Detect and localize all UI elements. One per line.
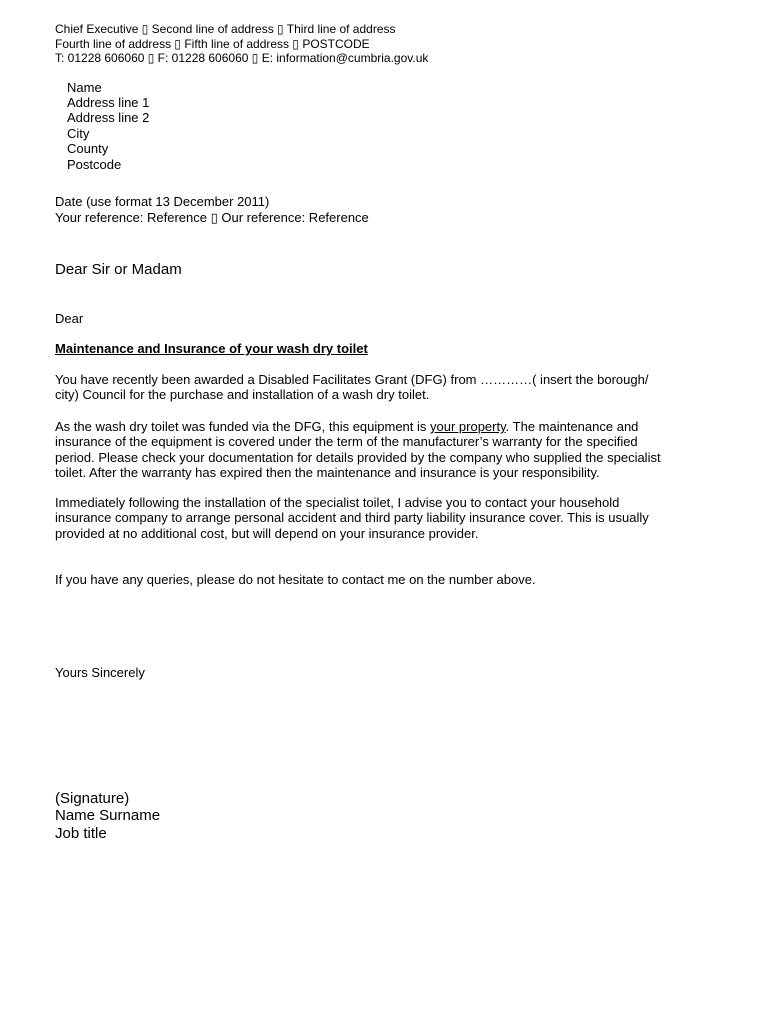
recipient-address-line-2: Address line 2: [67, 110, 150, 125]
paragraph-queries: [55, 572, 725, 587]
letter-references: Your reference: Reference ▯ Our reference: Reference: [55, 210, 369, 225]
recipient-name: Name: [67, 80, 102, 95]
recipient-county: County: [67, 141, 109, 156]
closing: Yours Sincerely: [55, 665, 145, 680]
paragraph-line: You have recently been awarded a Disabled Facilitates Grant (DFG) from …………( insert the borough/: [55, 372, 649, 387]
paragraph-grant: [55, 372, 725, 403]
paragraph-line: toilet. After the warranty has expired then the maintenance and insurance is your responsibility.: [55, 465, 600, 481]
salutation: Dear Sir or Madam: [55, 261, 182, 278]
recipient-postcode: Postcode: [67, 157, 122, 172]
paragraph-line: insurance company to arrange personal accident and third party liability insurance cover. This is usually: [55, 510, 649, 526]
paragraph-text: . The maintenance and: [505, 419, 639, 434]
paragraph-line: insurance of the equipment is covered under the term of the manufacturer’s warranty for the specified: [55, 434, 638, 450]
paragraph-line: [55, 419, 725, 434]
letterhead-line-2: Fourth line of address ▯ Fifth line of address ▯ POSTCODE: [55, 37, 370, 51]
paragraph-text: As the wash dry toilet was funded via the DFG, this equipment is: [55, 419, 431, 434]
recipient-address-line-1: Address line 1: [67, 95, 150, 110]
paragraph-line: period. Please check your documentation for details provided by the company who supplied the specialist: [55, 449, 661, 465]
signatory-name: Name Surname: [55, 807, 161, 824]
paragraph-property: [55, 419, 725, 481]
signature-placeholder: (Signature): [55, 790, 130, 807]
subject-heading: Maintenance and Insurance of your wash dry toilet: [55, 341, 368, 356]
letter-date: Date (use format 13 December 2011): [55, 194, 270, 209]
recipient-city: City: [67, 126, 90, 141]
paragraph-insurance: [55, 495, 725, 541]
paragraph-line: If you have any queries, please do not hesitate to contact me on the number above.: [55, 572, 536, 587]
letterhead-line-1: Chief Executive ▯ Second line of address ▯ Third line of address: [55, 22, 396, 36]
paragraph-line: provided at no additional cost, but will depend on your insurance provider.: [55, 525, 479, 541]
paragraph-line: city) Council for the purchase and installation of a wash dry toilet.: [55, 387, 430, 403]
dear-line: Dear: [55, 311, 84, 326]
your-property-underlined: your property: [430, 419, 506, 434]
signatory-job-title: Job title: [55, 825, 107, 842]
letterhead-line-3: T: 01228 606060 ▯ F: 01228 606060 ▯ E: information@cumbria.gov.uk: [55, 51, 429, 65]
paragraph-line: Immediately following the installation of the specialist toilet, I advise you to contact your household: [55, 495, 620, 510]
